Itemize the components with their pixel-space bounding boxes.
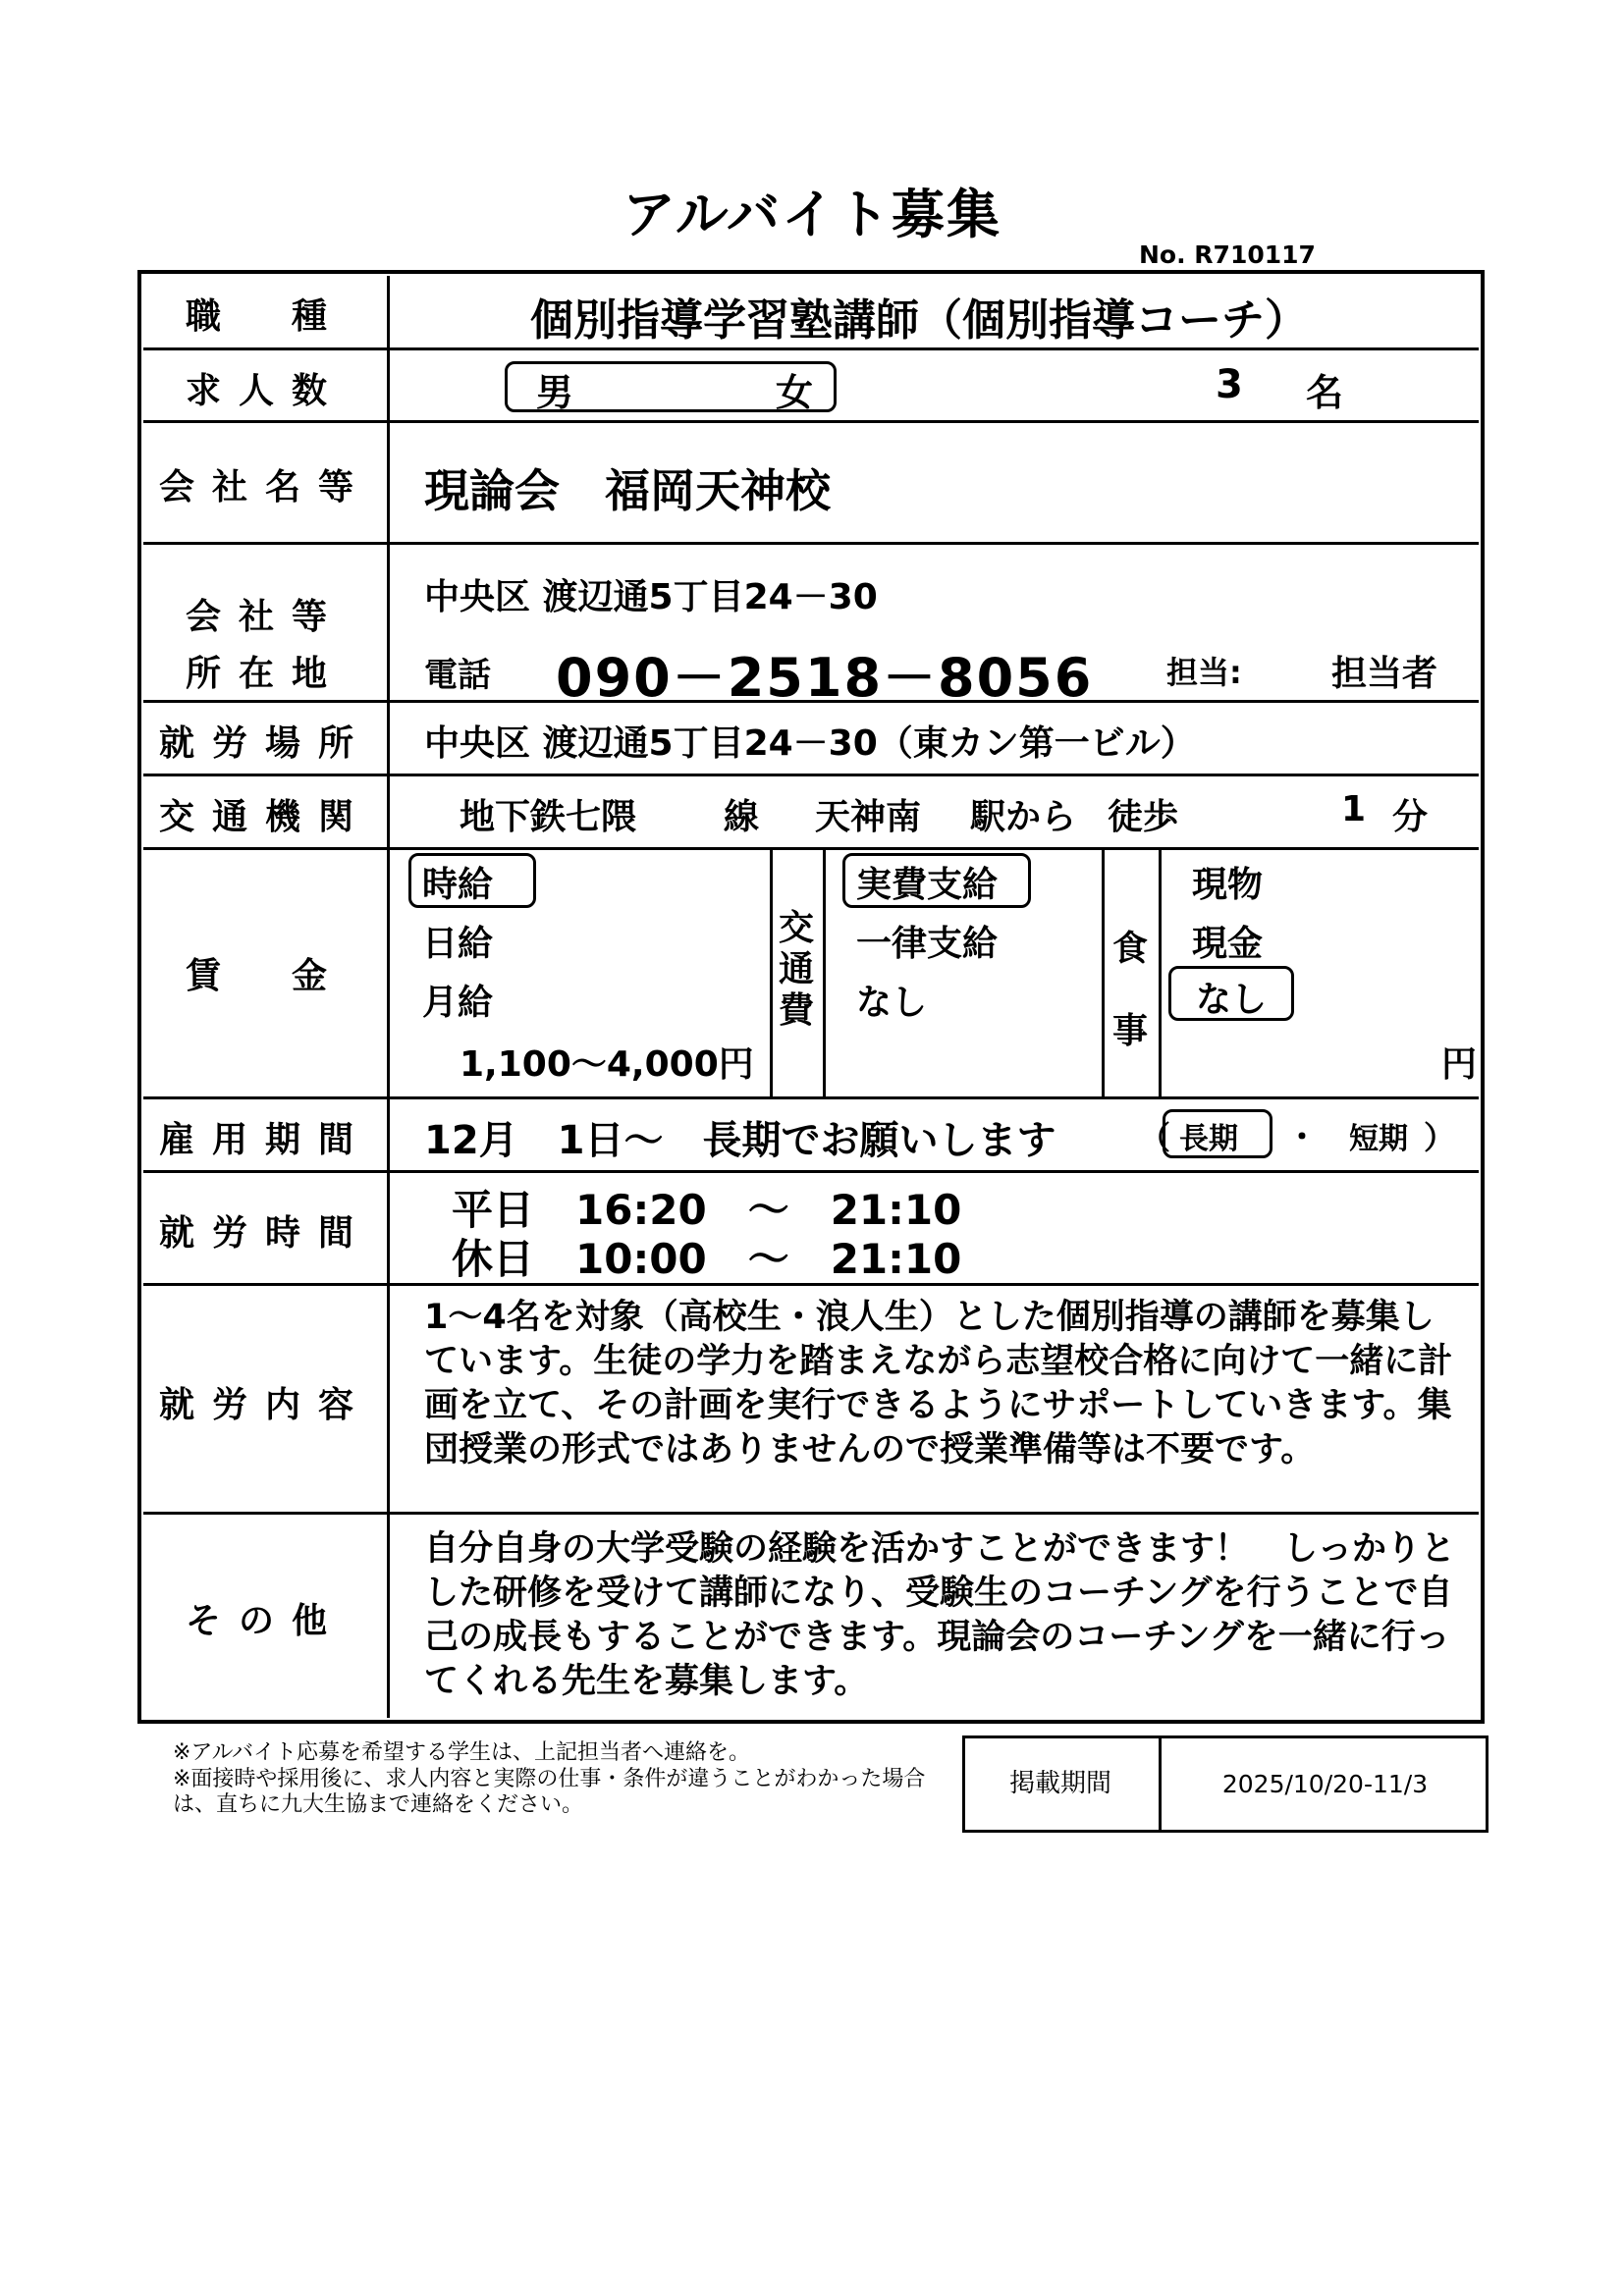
workplace: 中央区 渡辺通5丁目24－30（東カン第一ビル）	[424, 723, 1196, 764]
column-divider	[770, 847, 773, 1096]
label-location-2: 所在地	[185, 654, 345, 694]
transport-walk: 徒歩	[1108, 797, 1179, 837]
contact-label: 担当:	[1166, 654, 1242, 691]
wage-amount: 1,100～4,000円	[460, 1044, 754, 1085]
label-job-type: 職 種	[185, 296, 345, 337]
publication-period: 2025/10/20-11/3	[1221, 1770, 1429, 1798]
period-dot: ・	[1286, 1118, 1319, 1155]
period-open-paren: （	[1139, 1119, 1171, 1156]
period-close-paren: ）	[1424, 1119, 1456, 1156]
meal-cash: 現金	[1192, 924, 1264, 964]
label-company: 会社名等	[158, 467, 371, 507]
hours-holiday: 休日 10:00 ～ 21:10	[452, 1235, 962, 1283]
row-divider	[143, 347, 1479, 350]
phone-label: 電話	[424, 656, 491, 695]
company-name: 現論会 福岡天神校	[424, 464, 831, 517]
company-address: 中央区 渡辺通5丁目24－30	[424, 577, 878, 617]
label-transport: 交通機関	[158, 797, 371, 837]
other-info: 自分自身の大学受験の経験を活かすことができます！ しっかりとした研修を受けて講師になり、受験生のコーチングを行うことで自己の成長もすることができます。現論会のコーチングを一緒に行ってくれる先生を募集します。	[424, 1529, 1456, 1701]
headcount-number: 3	[1216, 362, 1243, 407]
period-short: 短期	[1349, 1122, 1408, 1156]
note-discrepancy: ※面接時や採用後に、求人内容と実際の仕事・条件が違うことがわかった場合は、直ちに九大生協まで連絡をください。	[173, 1767, 926, 1817]
transport-fee-fixed: 一律支給	[856, 924, 999, 964]
label-location-1: 会社等	[185, 597, 345, 637]
row-divider	[143, 1170, 1479, 1173]
gender-female: 女	[776, 371, 814, 414]
row-divider	[143, 1096, 1479, 1099]
contact-name: 担当者	[1331, 654, 1438, 694]
transport-station: 天神南	[815, 797, 922, 837]
label-workplace: 就労場所	[158, 723, 371, 764]
meal-yen: 円	[1441, 1044, 1478, 1085]
label-headcount: 求人数	[185, 371, 345, 411]
headcount-unit: 名	[1306, 371, 1344, 414]
transport-fee-none: なし	[856, 983, 928, 1023]
column-divider	[823, 847, 826, 1096]
note-apply: ※アルバイト応募を希望する学生は、上記担当者へ連絡を。	[173, 1740, 751, 1765]
label-content: 就労内容	[158, 1385, 371, 1425]
transport-station-suffix: 駅から	[970, 797, 1077, 837]
hours-weekday: 平日 16:20 ～ 21:10	[452, 1186, 962, 1234]
period-long: 長期	[1179, 1122, 1238, 1156]
column-divider	[1102, 847, 1105, 1096]
transport-line-suffix: 線	[724, 797, 760, 837]
row-divider	[143, 847, 1479, 850]
transport-minutes-unit: 分	[1392, 797, 1429, 837]
row-divider	[143, 1512, 1479, 1515]
gender-male: 男	[536, 371, 574, 414]
label-other: その他	[185, 1601, 345, 1641]
period-start: 12月 1日～ 長期でお願いします	[424, 1118, 1056, 1163]
wage-daily: 日給	[422, 924, 494, 964]
meal-label: 食事	[1111, 929, 1148, 1051]
row-divider	[143, 774, 1479, 776]
phone-number: 090－2518－8056	[556, 647, 1094, 709]
row-divider	[143, 420, 1479, 423]
job-type: 個別指導学習塾講師（個別指導コーチ）	[530, 295, 1308, 346]
column-divider	[1159, 847, 1162, 1096]
label-period: 雇用期間	[158, 1120, 371, 1160]
transport-minutes: 1	[1341, 789, 1367, 829]
meal-none: なし	[1196, 980, 1268, 1020]
publication-label: 掲載期間	[1008, 1769, 1111, 1798]
transport-line: 地下鉄七隈	[460, 797, 637, 837]
job-description: 1～4名を対象（高校生・浪人生）とした個別指導の講師を募集しています。生徒の学力を踏まえながら志望校合格に向けて一緒に計画を立て、その計画を実行できるようにサポートしていきます。集団授業の形式ではありませんので授業準備等は不要です。	[424, 1298, 1453, 1469]
transport-fee-label: 交通費	[778, 908, 814, 1031]
transport-fee-actual: 実費支給	[856, 865, 999, 905]
wage-hourly: 時給	[422, 865, 494, 905]
column-divider	[387, 276, 390, 1718]
meal-in-kind: 現物	[1192, 865, 1264, 905]
wage-monthly: 月給	[422, 983, 494, 1023]
label-hours: 就労時間	[158, 1213, 371, 1254]
row-divider	[143, 542, 1479, 545]
label-wage: 賃 金	[185, 956, 345, 996]
page-title: アルバイト募集	[622, 184, 1002, 245]
document-number: No. R710117	[1139, 240, 1316, 269]
